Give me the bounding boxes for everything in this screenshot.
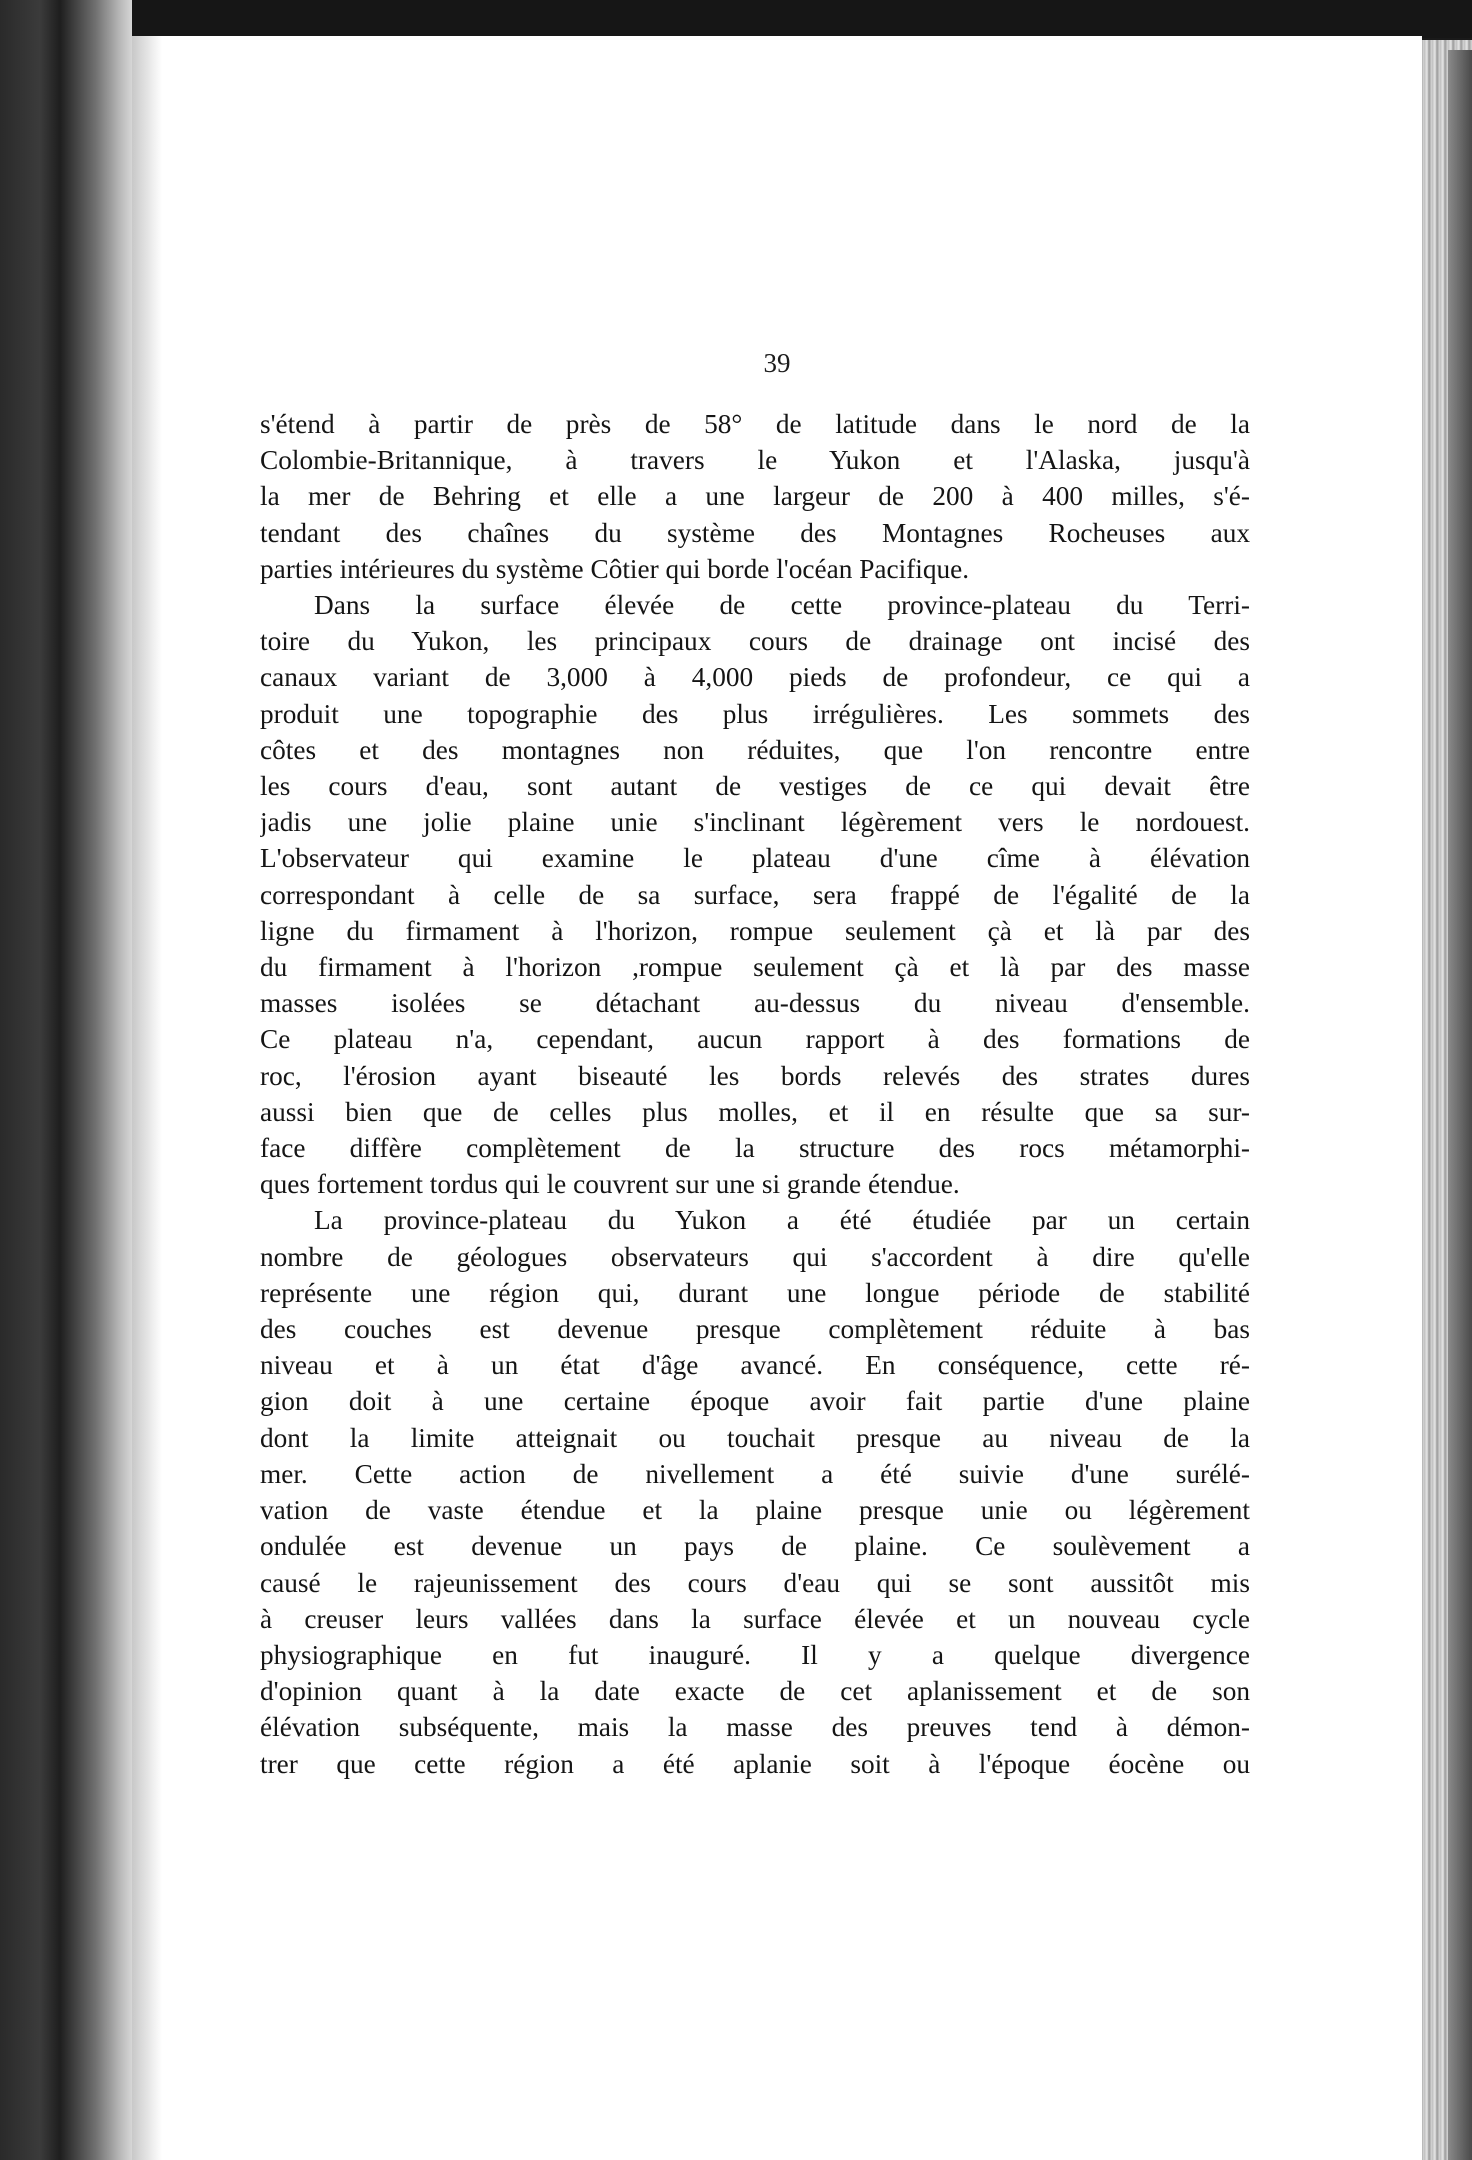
text-line: s'étend à partir de près de 58° de latitude dans le nord de la bbox=[260, 409, 1250, 439]
text-line: ques fortement tordus qui le couvrent sur une si grande étendue. bbox=[260, 1169, 960, 1200]
text-line: dont la limite atteignait ou touchait presque au niveau de la bbox=[260, 1422, 1250, 1453]
book-fore-edge-shadow bbox=[1448, 50, 1472, 2160]
text-line: du firmament à l'horizon ,rompue seulement çà et là par des masse bbox=[260, 952, 1250, 983]
text-line: à creuser leurs vallées dans la surface élevée et un nouveau cycle bbox=[260, 1603, 1250, 1634]
body-text bbox=[260, 406, 1250, 1782]
text-line: la mer de Behring et elle a une largeur de 200 à 400 milles, s'é- bbox=[260, 481, 1250, 512]
text-line: élévation subséquente, mais la masse des preuves tend à démon- bbox=[260, 1712, 1250, 1743]
text-line: aussi bien que de celles plus molles, et il en résulte que sa sur- bbox=[260, 1096, 1250, 1127]
text-line: Dans la surface élevée de cette province-plateau du Terri- bbox=[314, 590, 1250, 621]
text-line: mer. Cette action de nivellement a été suivie d'une surélé- bbox=[260, 1458, 1250, 1489]
previous-page-edge bbox=[0, 0, 132, 2160]
text-line: niveau et à un état d'âge avancé. En conséquence, cette ré- bbox=[260, 1350, 1250, 1381]
text-line: parties intérieures du système Côtier qui borde l'océan Pacifique. bbox=[260, 553, 970, 584]
text-line: côtes et des montagnes non réduites, que l'on rencontre entre bbox=[260, 734, 1250, 765]
text-line: face diffère complètement de la structure des rocs métamorphi- bbox=[260, 1133, 1250, 1164]
text-line: jadis une jolie plaine unie s'inclinant légèrement vers le nordouest. bbox=[260, 807, 1250, 838]
text-line: gion doit à une certaine époque avoir fait partie d'une plaine bbox=[260, 1386, 1250, 1417]
text-line: physiographique en fut inauguré. Il y a quelque divergence bbox=[260, 1639, 1250, 1670]
text-line: toire du Yukon, les principaux cours de drainage ont incisé des bbox=[260, 626, 1250, 657]
text-line: des couches est devenue presque complètement réduite à bas bbox=[260, 1314, 1250, 1345]
text-line: vation de vaste étendue et la plaine presque unie ou légèrement bbox=[260, 1495, 1250, 1526]
text-line: nombre de géologues observateurs qui s'accordent à dire qu'elle bbox=[260, 1241, 1250, 1272]
book-page bbox=[132, 36, 1422, 2160]
text-line: causé le rajeunissement des cours d'eau qui se sont aussitôt mis bbox=[260, 1567, 1250, 1598]
text-line: ondulée est devenue un pays de plaine. Ce soulèvement a bbox=[260, 1531, 1250, 1562]
text-line: ligne du firmament à l'horizon, rompue seulement çà et là par des bbox=[260, 915, 1250, 946]
text-line: trer que cette région a été aplanie soit à l'époque éocène ou bbox=[260, 1748, 1250, 1779]
text-line: La province-plateau du Yukon a été étudiée par un certain bbox=[314, 1205, 1250, 1236]
text-line: d'opinion quant à la date exacte de cet aplanissement et de son bbox=[260, 1676, 1250, 1707]
text-line: tendant des chaînes du système des Montagnes Rocheuses aux bbox=[260, 517, 1250, 548]
text-line: canaux variant de 3,000 à 4,000 pieds de profondeur, ce qui a bbox=[260, 662, 1250, 693]
text-line: les cours d'eau, sont autant de vestiges de ce qui devait être bbox=[260, 771, 1250, 802]
page-number: 39 bbox=[763, 348, 791, 378]
text-line: correspondant à celle de sa surface, sera frappé de l'égalité de la bbox=[260, 879, 1250, 910]
text-line: produit une topographie des plus irrégulières. Les sommets des bbox=[260, 698, 1250, 729]
text-line: représente une région qui, durant une longue période de stabilité bbox=[260, 1277, 1250, 1308]
text-line: L'observateur qui examine le plateau d'une cîme à élévation bbox=[260, 843, 1250, 874]
scanner-top-border bbox=[0, 0, 1472, 38]
text-line: Colombie-Britannique, à travers le Yukon et l'Alaska, jusqu'à bbox=[260, 445, 1250, 476]
text-line: roc, l'érosion ayant biseauté les bords relevés des strates dures bbox=[260, 1060, 1250, 1091]
text-line: Ce plateau n'a, cependant, aucun rapport à des formations de bbox=[260, 1024, 1250, 1055]
text-line: masses isolées se détachant au-dessus du niveau d'ensemble. bbox=[260, 988, 1250, 1019]
